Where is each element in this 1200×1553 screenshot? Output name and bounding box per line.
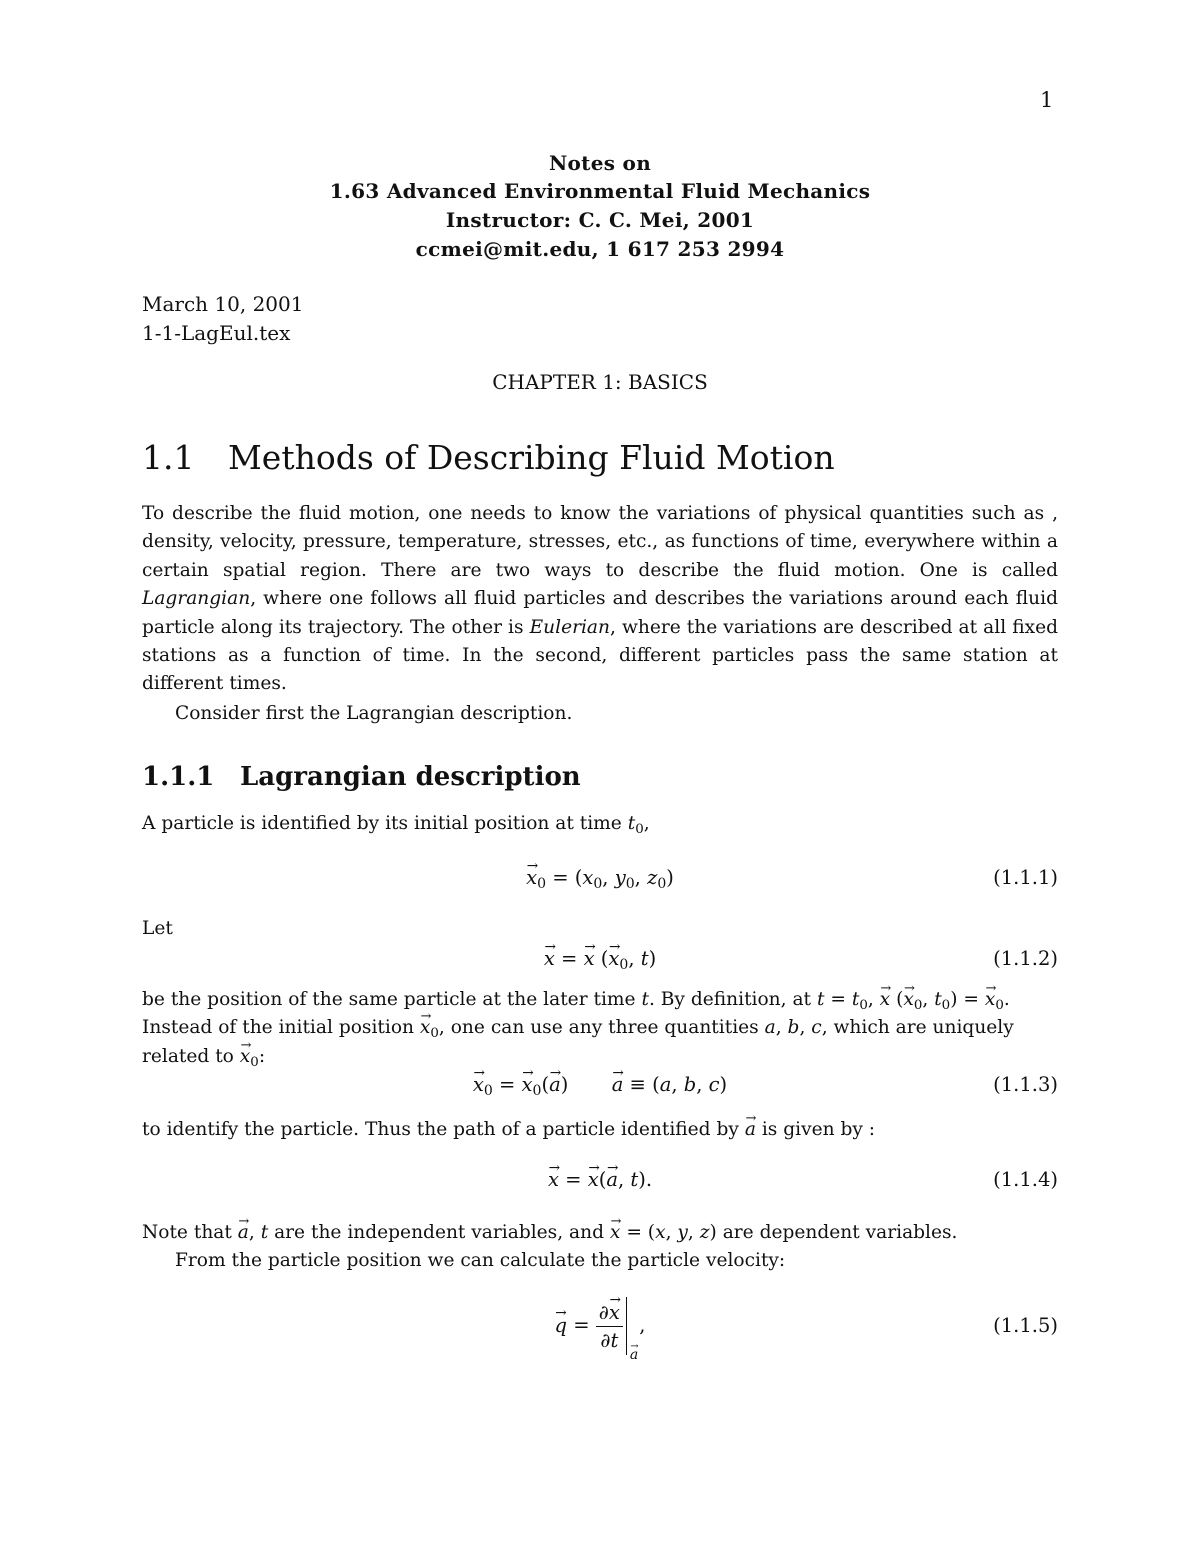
- equation-tag: (1.1.5): [993, 1314, 1058, 1337]
- subsection-number: 1.1.1: [142, 762, 215, 792]
- equation-1-1-4: [142, 1168, 1058, 1198]
- equation-1-1-3: [142, 1073, 1058, 1103]
- document-date: March 10, 2001: [142, 292, 304, 316]
- header-contact: ccmei@mit.edu, 1 617 253 2994: [415, 237, 785, 261]
- equation-1-1-5: [142, 1300, 1058, 1363]
- identified-sentence: A particle is identified by its initial position at time $t_0$,: [142, 813, 650, 838]
- instead-sentence: Instead of the initial position → $x_0$, one can use any three quantities a, b, c, which are uniquely: [142, 1017, 1014, 1038]
- section-heading: [142, 438, 835, 477]
- equation-tag: (1.1.4): [993, 1168, 1058, 1191]
- equation-body: → x = → x(→ a, t).: [142, 1168, 1058, 1191]
- identify-sentence: to identify the particle. Thus the path of a particle identified by → a is given by :: [142, 1119, 875, 1140]
- term-eulerian: Eulerian: [529, 616, 610, 638]
- section-number: 1.1: [142, 438, 195, 477]
- equation-body: → x = → x (→ $x_0$, t): [142, 947, 1058, 970]
- position-sentence: be the position of the same particle at the later time t. By definition, at $t = t_0$, → x (→ $x_0$, $t_0$) = → $x_0$.: [142, 989, 1058, 1010]
- intro-paragraph: To describe the fluid motion, one needs to know the variations of physical quantities such as , density, velocity, pressure, temperature, stresses, etc., as functions of time, everywhere within a certain spatial region. There are two ways to describe the fluid motion. One is called Lagrangian, where one follows all fluid particles and describes the variations around each fluid particle along its trajectory. The other is Eulerian, where the variations are described at all fixed stations as a function of time. In the second, different particles pass the same station at different times.: [142, 503, 1058, 695]
- header-course-title: 1.63 Advanced Environmental Fluid Mechanics: [329, 179, 871, 203]
- equation-body: → $x_0$ = → $x_0(\to a)$ → a ≡ (a, b, c): [142, 1073, 1058, 1096]
- subsection-heading: [142, 762, 581, 792]
- page-number: 1: [1040, 88, 1054, 112]
- equation-body: → $x_0 = (x_0$, $y_0$, $z_0$): [142, 866, 1058, 889]
- equation-tag: (1.1.3): [993, 1073, 1058, 1096]
- note-sentence: Note that → a, t are the independent variables, and → x = (x, y, z) are dependent variables.: [142, 1222, 957, 1243]
- chapter-title: CHAPTER 1: BASICS: [492, 370, 708, 394]
- velocity-sentence: From the particle position we can calculate the particle velocity:: [175, 1250, 786, 1271]
- partial-derivative-fraction: $\frac{\partial\to x}{\partial t}$: [596, 1301, 623, 1352]
- header-notes-on: Notes on: [548, 151, 652, 175]
- document-filename: 1-1-LagEul.tex: [142, 321, 291, 345]
- term-lagrangian: Lagrangian: [142, 588, 251, 610]
- related-sentence: related to → $x_0$:: [142, 1046, 265, 1067]
- consider-paragraph: Consider first the Lagrangian description.: [175, 703, 573, 724]
- equation-tag: (1.1.1): [993, 866, 1058, 889]
- equation-1-1-2: [142, 947, 1058, 977]
- evaluation-bar: → a: [626, 1297, 627, 1355]
- section-title: Methods of Describing Fluid Motion: [228, 438, 835, 477]
- subsection-title: Lagrangian description: [240, 762, 581, 792]
- equation-1-1-1: [142, 866, 1058, 896]
- equation-body: → q = $\frac{\partial\to x}{\partial t}$ → a ,: [142, 1297, 1058, 1355]
- header-instructor: Instructor: C. C. Mei, 2001: [445, 208, 755, 232]
- equation-tag: (1.1.2): [993, 947, 1058, 970]
- let-text: Let: [142, 918, 173, 939]
